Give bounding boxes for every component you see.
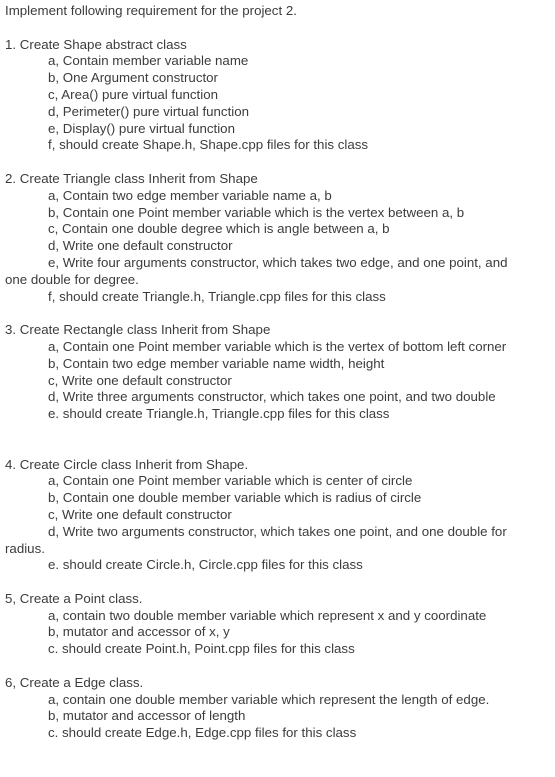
intro-text: Implement following requirement for the project 2. (5, 3, 297, 18)
list-item: b, One Argument constructor (48, 70, 218, 86)
list-item: d, Write one default constructor (48, 238, 233, 254)
spacer (5, 20, 553, 37)
list-item: a, Contain one Point member variable which is center of circle (48, 473, 413, 489)
section-rectangle (5, 322, 553, 423)
list-item: f, should create Triangle.h, Triangle.cpp files for this class (48, 288, 386, 304)
list-item: c. should create Point.h, Point.cpp files for this class (48, 641, 355, 657)
list-item: a, contain two double member variable which represent x and y coordinate (48, 607, 487, 623)
section-edge (5, 675, 553, 742)
list-item: d, Write three arguments constructor, which takes one point, and two double (48, 389, 496, 405)
spacer (5, 574, 553, 591)
section-heading: 5, Create a Point class. (5, 590, 143, 606)
section-heading: 6, Create a Edge class. (5, 674, 144, 690)
section-heading: 1. Create Shape abstract class (5, 36, 187, 52)
section-heading: 2. Create Triangle class Inherit from Shape (5, 170, 258, 186)
section-circle (5, 457, 553, 575)
list-item: d, Perimeter() pure virtual function (48, 103, 250, 119)
spacer (5, 305, 553, 322)
list-item: b, Contain one Point member variable which is the vertex between a, b (48, 204, 465, 220)
list-item: a, Contain member variable name (48, 53, 249, 69)
section-heading: 3. Create Rectangle class Inherit from Shape (5, 322, 271, 338)
list-item: c, Area() pure virtual function (48, 86, 218, 102)
list-item: e, Display() pure virtual function (48, 120, 235, 136)
section-point (5, 591, 553, 658)
list-item: b, Contain two edge member variable name width, height (48, 355, 385, 371)
list-item: b, mutator and accessor of x, y (48, 624, 230, 640)
list-item: c, Write one default constructor (48, 372, 232, 388)
list-item: c. should create Edge.h, Edge.cpp files for this class (48, 725, 357, 741)
requirements-document (5, 3, 553, 742)
list-item-continuation: one double for degree. (5, 271, 139, 287)
section-heading: 4. Create Circle class Inherit from Shape. (5, 456, 249, 472)
list-item: e. should create Circle.h, Circle.cpp files for this class (48, 557, 363, 573)
section-shape (5, 37, 553, 155)
list-item-continuation: radius. (5, 540, 45, 556)
list-item: a, contain one double member variable which represent the length of edge. (48, 691, 490, 707)
list-item: d, Write two arguments constructor, which takes one point, and one double for (48, 523, 507, 539)
list-item: a, Contain one Point member variable which is the vertex of bottom left corner (48, 338, 507, 354)
list-item: b, Contain one double member variable which is radius of circle (48, 490, 422, 506)
spacer (5, 154, 553, 171)
list-item: e. should create Triangle.h, Triangle.cpp files for this class (48, 406, 390, 422)
spacer (5, 658, 553, 675)
list-item: c, Write one default constructor (48, 506, 232, 522)
list-item: c, Contain one double degree which is angle between a, b (48, 221, 390, 237)
spacer (5, 423, 553, 457)
list-item: f, should create Shape.h, Shape.cpp files for this class (48, 137, 369, 153)
list-item: b, mutator and accessor of length (48, 708, 246, 724)
list-item: e, Write four arguments constructor, which takes two edge, and one point, and (48, 254, 508, 270)
list-item: a, Contain two edge member variable name a, b (48, 187, 332, 203)
section-triangle (5, 171, 553, 305)
